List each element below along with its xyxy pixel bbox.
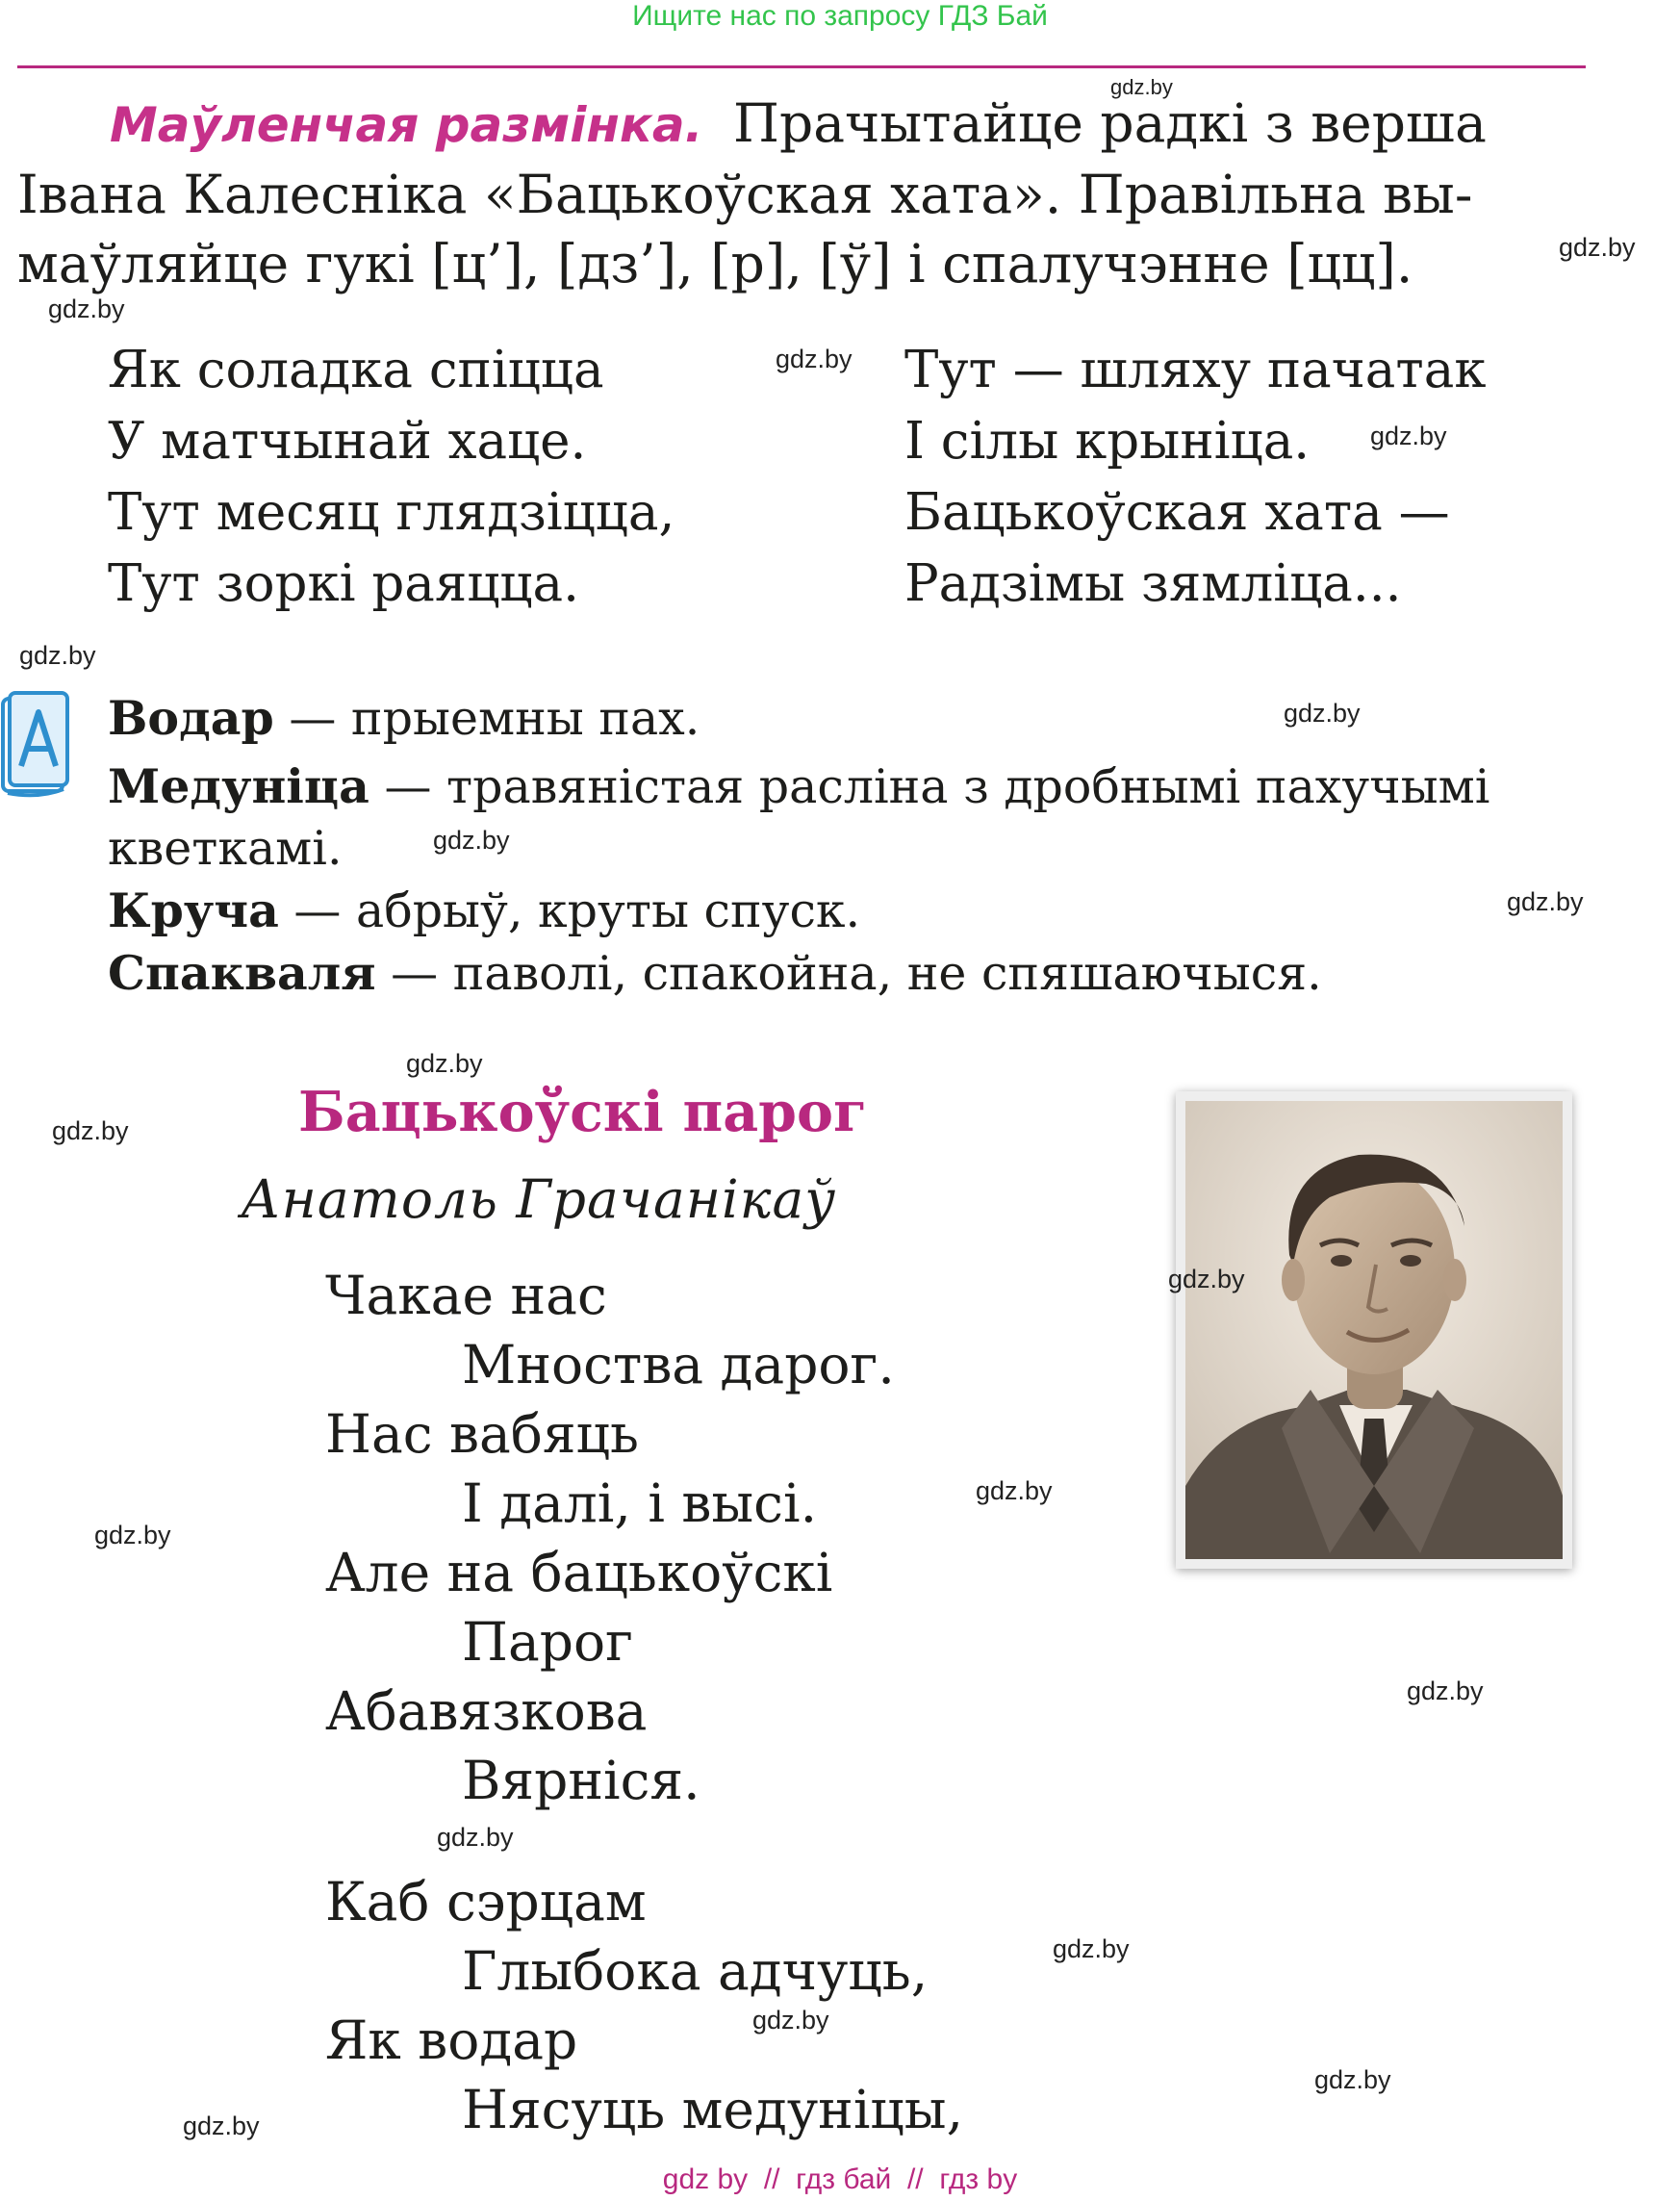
glossary-term: Спакваля xyxy=(108,945,376,1001)
poem-line: Тут зоркі раяцца. xyxy=(108,554,579,613)
watermark: gdz.by xyxy=(406,1049,483,1078)
verse-line: Парог xyxy=(462,1611,633,1673)
verse-line: І далі, і высі. xyxy=(462,1472,818,1534)
author-portrait xyxy=(1185,1101,1563,1559)
glossary-term: Медуніца xyxy=(108,758,369,814)
glossary-term: Водар xyxy=(108,690,274,746)
poem-title: Бацькоўскі парог xyxy=(298,1080,867,1144)
poem-line: І сілы крыніца. xyxy=(904,412,1311,471)
watermark: gdz.by xyxy=(48,294,125,323)
top-banner[interactable]: Ищите нас по запросу ГДЗ Бай xyxy=(632,0,1048,32)
poem-line: Тут месяц глядзіцца, xyxy=(108,483,675,542)
poem-author: Анатоль Грачанікаў xyxy=(241,1168,837,1230)
author-portrait-frame xyxy=(1176,1091,1572,1569)
intro-line-2: Івана Калесніка «Бацькоўская хата». Правільна вы- xyxy=(17,164,1473,225)
glossary-entry xyxy=(108,942,1489,1005)
glossary-entry xyxy=(108,687,1489,750)
top-divider xyxy=(17,65,1586,68)
watermark: gdz.by xyxy=(1168,1265,1245,1293)
poem-line: Тут — шляху пачатак xyxy=(904,341,1487,399)
poem-stanza-2 xyxy=(325,1867,963,2144)
watermark: gdz.by xyxy=(1110,75,1173,99)
watermark: gdz.by xyxy=(19,641,96,670)
intro-line-1 xyxy=(17,89,1588,160)
watermark: gdz.by xyxy=(752,2006,829,2035)
watermark: gdz.by xyxy=(1053,1934,1130,1963)
book-a-icon xyxy=(0,689,71,803)
glossary-continuation: кветкамі. xyxy=(108,821,343,876)
poem-line: Радзімы зямліца... xyxy=(904,554,1402,613)
glossary-entry xyxy=(108,880,1489,942)
watermark: gdz.by xyxy=(52,1116,129,1145)
watermark: gdz.by xyxy=(1407,1676,1484,1705)
verse-line: Каб сэрцам xyxy=(325,1871,647,1932)
watermark: gdz.by xyxy=(1370,422,1447,450)
watermark: gdz.by xyxy=(776,345,853,373)
intro-paragraph xyxy=(17,89,1588,298)
verse-line: Мноства дарог. xyxy=(462,1334,895,1395)
watermark: gdz.by xyxy=(1507,887,1584,916)
watermark: gdz.by xyxy=(1314,2065,1391,2094)
watermark: gdz.by xyxy=(94,1521,171,1549)
glossary xyxy=(108,687,1489,1005)
poem-line: Як соладка спіцца xyxy=(108,341,604,399)
verse-line: Нясуць медуніцы, xyxy=(462,2079,964,2140)
poem-stanza-1 xyxy=(325,1261,895,1815)
verse-line: Нас вабяць xyxy=(325,1403,639,1465)
verse-line: Чакае нас xyxy=(325,1265,607,1326)
verse-line: Як водар xyxy=(325,2009,578,2071)
watermark: gdz.by xyxy=(433,826,510,855)
poem-line: Бацькоўская хата — xyxy=(904,483,1450,542)
glossary-entry xyxy=(108,755,1489,818)
poem-excerpt-left xyxy=(108,335,675,620)
intro-text-1: Прачытайце радкі з верша xyxy=(733,92,1487,154)
bottom-banner[interactable]: gdz by // гдз бай // гдз by xyxy=(662,2163,1018,2195)
poem-line: У матчынай хаце. xyxy=(108,412,587,471)
watermark: gdz.by xyxy=(1559,233,1636,262)
watermark: gdz.by xyxy=(1284,699,1361,728)
verse-line: Глыбока адчуць, xyxy=(462,1940,929,2002)
glossary-definition: — паволі, спакойна, не спяшаючыся. xyxy=(375,946,1322,1001)
watermark: gdz.by xyxy=(437,1823,514,1852)
glossary-definition: — абрыў, круты спуск. xyxy=(278,883,861,938)
glossary-definition: — травяністая расліна з дробнымі пахучымі xyxy=(369,759,1490,814)
verse-line: Абавязкова xyxy=(325,1680,648,1742)
intro-title: Маўленчая размінка. xyxy=(110,97,703,153)
intro-line-3: маўляйце гукі [ц’], [дз’], [р], [ў] і спалучэнне [цц]. xyxy=(17,233,1413,294)
watermark: gdz.by xyxy=(183,2111,260,2140)
glossary-term: Круча xyxy=(108,883,279,938)
verse-line: Але на бацькоўскі xyxy=(325,1542,833,1603)
watermark: gdz.by xyxy=(976,1476,1053,1505)
poem-excerpt-right xyxy=(904,335,1486,620)
verse-line: Вярніся. xyxy=(462,1750,700,1811)
glossary-definition: — прыемны пах. xyxy=(273,691,700,746)
